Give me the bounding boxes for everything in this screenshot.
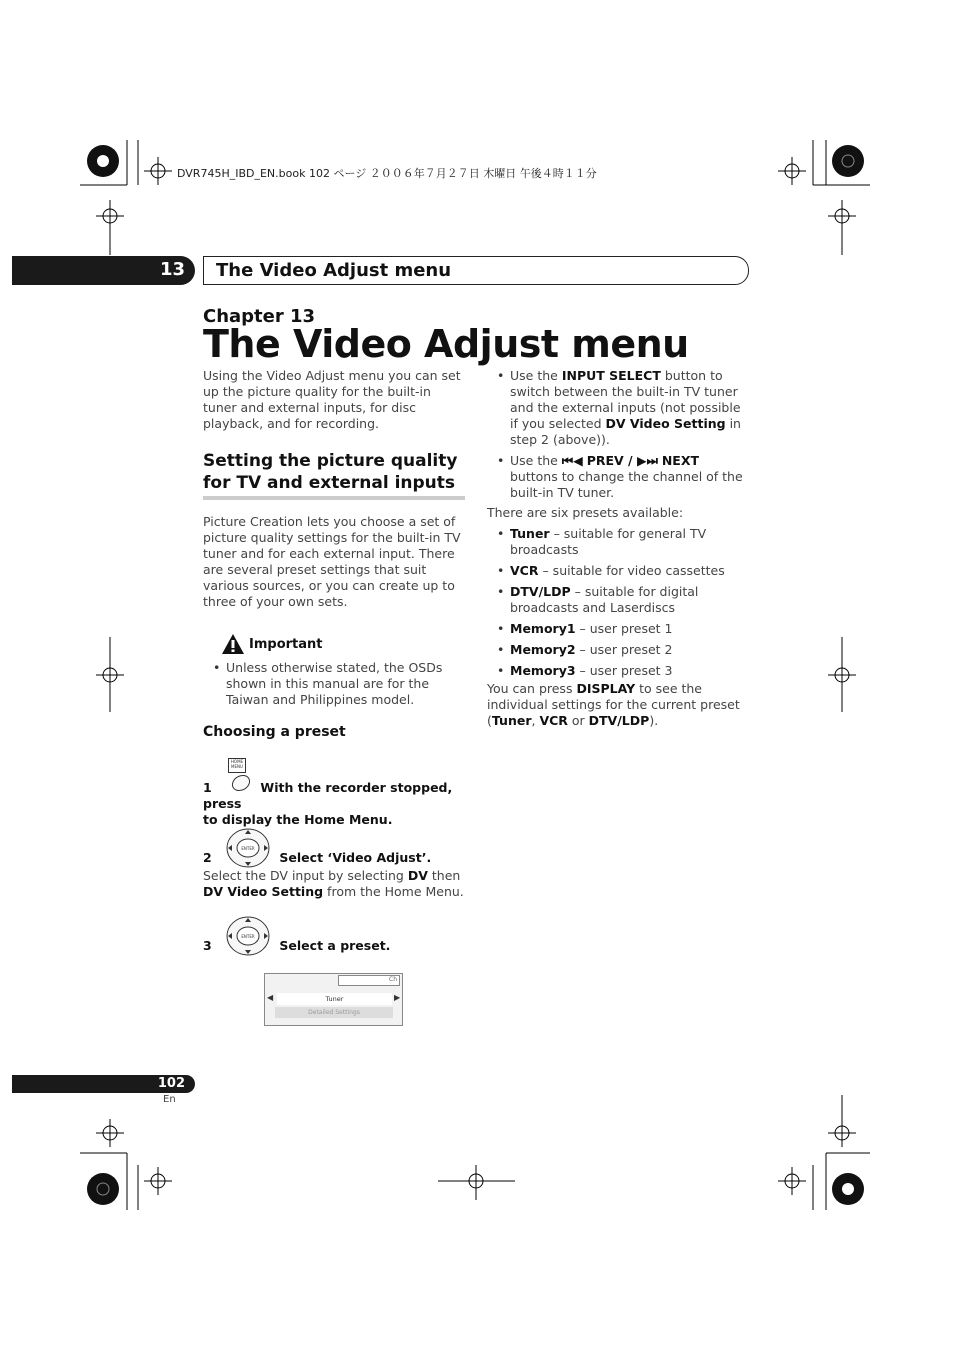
step-2 [203, 850, 465, 865]
home-menu-label-box: HOME MENU [228, 758, 246, 773]
choosing-heading: Choosing a preset [203, 724, 346, 740]
bullet-input-select: • Use the INPUT SELECT button to switch between the built-in TV tuner and the external inputs (not possible if you selected DV Video Setting in step 2 (above)). [487, 368, 749, 448]
step-2-note: Select the DV input by selecting DV then DV Video Setting from the Home Menu. [203, 868, 464, 899]
step-3 [203, 938, 465, 953]
chapter-label: Chapter 13 [203, 306, 316, 327]
important-list [203, 660, 465, 713]
page-title: The Video Adjust menu [203, 322, 689, 366]
step-2-text: Select ‘Video Adjust’. [279, 850, 432, 865]
prev-icon: ⏮◀ [561, 453, 583, 468]
section-heading-line-2: for TV and external inputs [203, 473, 456, 493]
presets-intro: There are six presets available: [487, 505, 684, 520]
svg-text:ENTER: ENTER [241, 934, 255, 939]
preset-item: • Memory3 – user preset 3 [487, 663, 749, 679]
chapter-number-tab [12, 256, 195, 285]
page-language: En [163, 1094, 176, 1105]
osd-left-arrow-icon: ◀ [267, 993, 274, 1002]
step-1-text-b: to display the Home Menu. [203, 812, 393, 827]
next-icon: ▶⏭ [636, 453, 658, 468]
osd-channel-tag: Ch [338, 975, 400, 986]
presets-list [487, 526, 749, 684]
osd-right-arrow-icon: ▶ [394, 993, 401, 1002]
osd-preset-panel [264, 973, 403, 1026]
section-rule [203, 496, 465, 500]
display-note: You can press DISPLAY to see the individual settings for the current preset (Tuner, VCR or DTV/LDP). [487, 681, 740, 728]
svg-text:ENTER: ENTER [241, 846, 255, 851]
section-paragraph: Picture Creation lets you choose a set of picture quality settings for the built-in TV tuner and for each external input. There are several preset settings that suit various sources, or you can create up to three of your own sets. [203, 514, 461, 609]
chapter-title: The Video Adjust menu [216, 260, 452, 281]
osd-detailed-settings: Detailed Settings [275, 1007, 393, 1018]
step-1 [203, 780, 465, 828]
important-pencil-icon [221, 633, 245, 655]
preset-item: • DTV/LDP – suitable for digital broadcasts and Laserdiscs [487, 584, 749, 616]
bullet-prev-next: • Use the ⏮◀ PREV / ▶⏭ NEXT buttons to change the channel of the built-in TV tuner. [487, 453, 749, 501]
right-bullets [487, 368, 749, 506]
step-1-number: 1 [203, 780, 212, 795]
step-3-number: 3 [203, 938, 212, 953]
step-1-text-a: With the recorder stopped, press [203, 780, 453, 811]
chapter-number: 13 [159, 259, 185, 280]
step-3-text: Select a preset. [279, 938, 391, 953]
page-number-tab [12, 1075, 195, 1093]
important-bullet: • Unless otherwise stated, the OSDs shown in this manual are for the Taiwan and Philippines model. [203, 660, 465, 708]
preset-item: • Memory1 – user preset 1 [487, 621, 749, 637]
preset-item: • Tuner – suitable for general TV broadcasts [487, 526, 749, 558]
section-heading [203, 450, 465, 494]
step-2-number: 2 [203, 850, 212, 865]
intro-paragraph: Using the Video Adjust menu you can set up the picture quality for the built-in tuner and external inputs, for disc playback, and for recording. [203, 368, 461, 431]
print-header: DVR745H_IBD_EN.book 102 ページ ２００６年７月２７日 木曜日 午後４時１１分 [177, 167, 597, 180]
chapter-title-tab [203, 256, 749, 285]
preset-item: • Memory2 – user preset 2 [487, 642, 749, 658]
osd-preset-value: Tuner [277, 993, 392, 1005]
page-number: 102 [157, 1076, 185, 1091]
section-heading-line-1: Setting the picture quality [203, 451, 458, 471]
preset-item: • VCR – suitable for video cassettes [487, 563, 749, 579]
important-label: Important [249, 637, 323, 652]
